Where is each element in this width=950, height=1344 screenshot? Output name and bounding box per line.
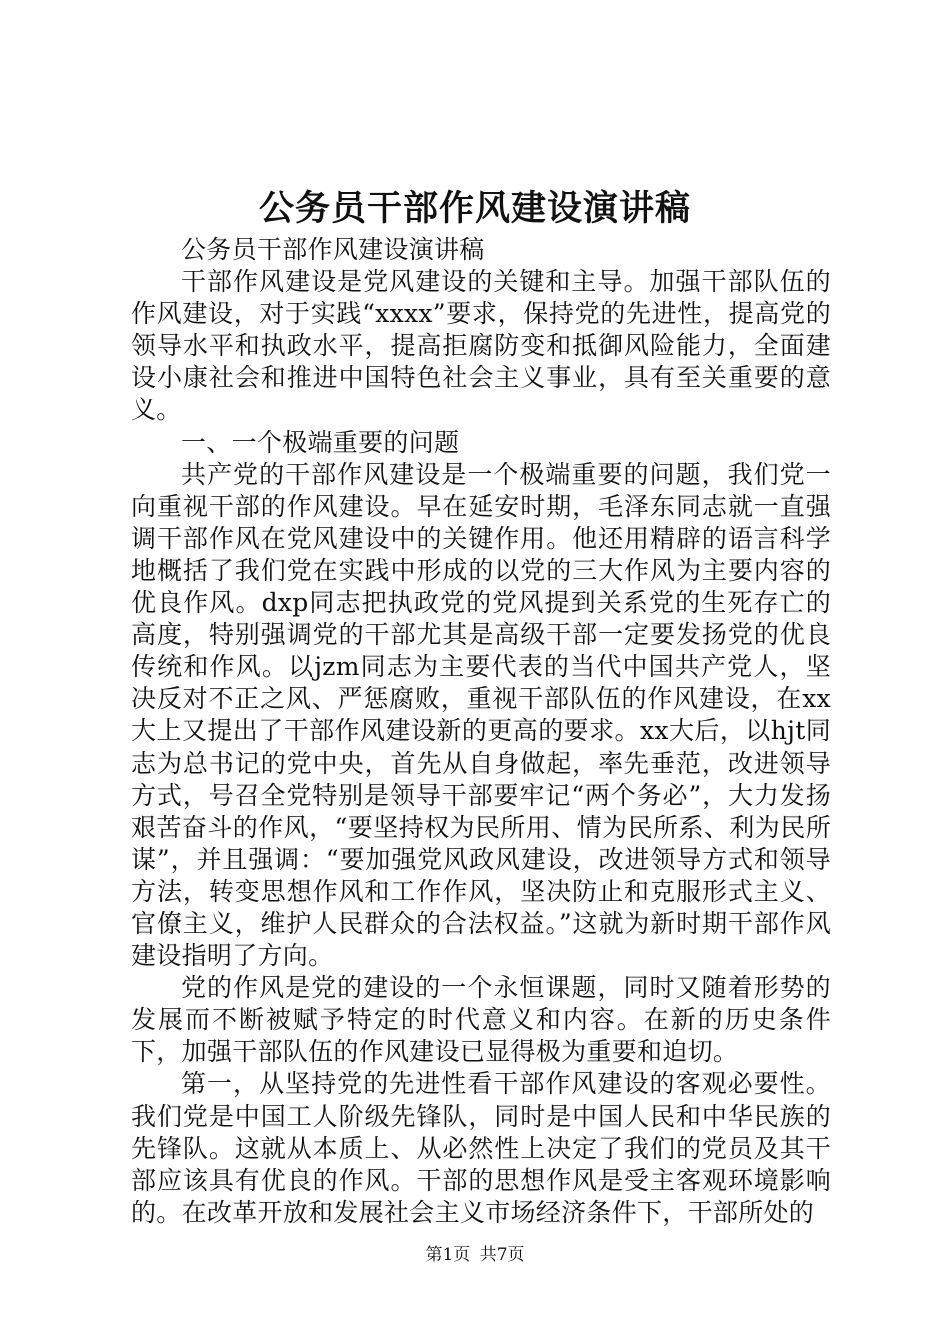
page-number: 第1页 xyxy=(425,1245,471,1265)
page-footer xyxy=(0,1243,950,1267)
paragraph-first-point: 第一，从坚持党的先进性看干部作风建设的客观必要性。我们党是中国工人阶级先锋队，同时是中国人民和中华民族的先锋队。这就从本质上、从必然性上决定了我们的党员及其干部应该具有优良的作风。干部的思想作风是受主客观环境影响的。在改革开放和发展社会主义市场经济条件下，干部所处的 xyxy=(131,1069,831,1227)
paragraph-history: 共产党的干部作风建设是一个极端重要的问题，我们党一向重视干部的作风建设。早在延安时期，毛泽东同志就一直强调干部作风在党风建设中的关键作用。他还用精辟的语言科学地概括了我们党在实践中形成的以党的三大作风为主要内容的优良作风。dxp同志把执政党的党风提到关系党的生死存亡的高度，特别强调党的干部尤其是高级干部一定要发扬党的优良传统和作风。以jzm同志为主要代表的当代中国共产党人，坚决反对不正之风、严惩腐败，重视干部队伍的作风建设，在xx大上又提出了干部作风建设新的更高的要求。xx大后，以hjt同志为总书记的党中央，首先从自身做起，率先垂范，改进领导方式，号召全党特别是领导干部要牢记“两个务必”，大力发扬艰苦奋斗的作风，“要坚持权为民所用、情为民所系、利为民所谋”，并且强调：“要加强党风政风建设，改进领导方式和领导方法，转变思想作风和工作作风，坚决防止和克服形式主义、官僚主义，维护人民群众的合法权益。”这就为新时期干部作风建设指明了方向。 xyxy=(131,459,831,971)
paragraph-importance: 党的作风是党的建设的一个永恒课题，同时又随着形势的发展而不断被赋予特定的时代意义和内容。在新的历史条件下，加强干部队伍的作风建设已显得极为重要和迫切。 xyxy=(131,973,831,1067)
document-title: 公务员干部作风建设演讲稿 xyxy=(258,188,691,229)
page-total: 共7页 xyxy=(479,1245,525,1265)
section-heading-1: 一、一个极端重要的问题 xyxy=(181,427,460,457)
document-body xyxy=(131,234,831,1229)
paragraph-intro: 干部作风建设是党风建设的关键和主导。加强干部队伍的作风建设，对于实践“xxxx”要求，保持党的先进性，提高党的领导水平和执政水平，提高拒腐防变和抵御风险能力，全面建设小康社会和推进中国特色社会主义事业，具有至关重要的意义。 xyxy=(131,267,831,425)
paragraph-subtitle: 公务员干部作风建设演讲稿 xyxy=(181,235,485,264)
